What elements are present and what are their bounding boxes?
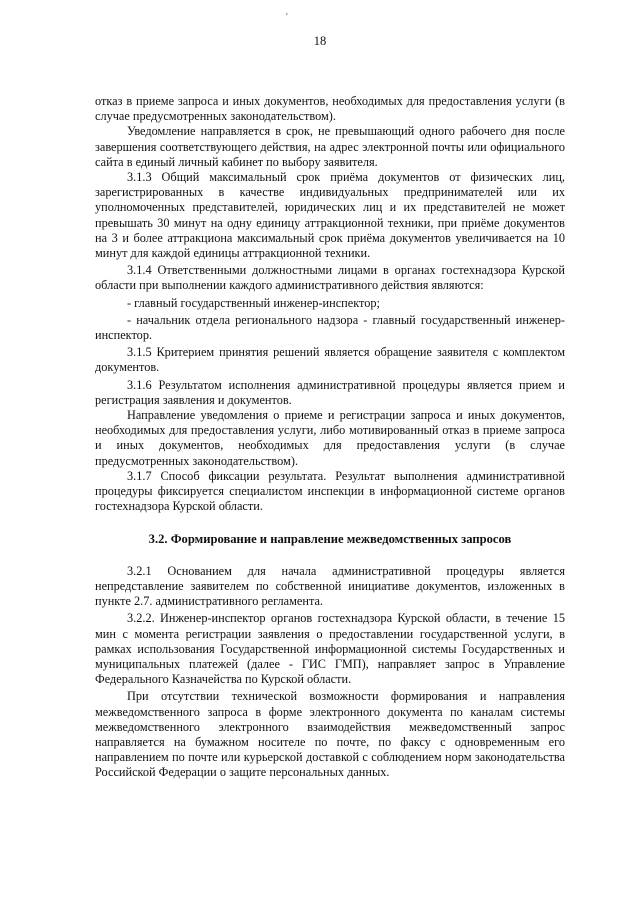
paragraph: 3.1.7 Способ фиксации результата. Результат выполнения административной процедуры фиксируется специалистом инспекции в информационной системе органов гостехнадзора Курской области. xyxy=(95,468,565,514)
paragraph: 3.2.2. Инженер-инспектор органов гостехнадзора Курской области, в течение 15 мин с момента регистрации заявления о предоставлении государственной услуги, в рамках использования Государственной информационной системы Государственных и муниципальных платежей (далее - ГИС ГМП), направляет запрос в Управление Федерального Казначейства по Курской области. xyxy=(95,611,565,687)
page-number: 18 xyxy=(313,34,327,48)
scan-mark: ' xyxy=(286,12,288,23)
paragraph: 3.2.1 Основанием для начала административной процедуры является непредставление заявителем по собственной инициативе документов, изложенных в пункте 2.7. административного регламента. xyxy=(95,563,565,609)
paragraph: Направление уведомления о приеме и регистрации запроса и иных документов, необходимых для предоставления услуги, либо мотивированный отказ в приеме запроса и иных документов, необходимых для предоставления услуги (в случае предусмотренных законодательством). xyxy=(95,408,565,468)
paragraph: 3.1.6 Результатом исполнения административной процедуры является прием и регистрация заявления и документов. xyxy=(95,377,565,407)
list-item: - главный государственный инженер-инспектор; xyxy=(127,295,380,310)
paragraph: 3.1.4 Ответственными должностными лицами в органах гостехнадзора Курской области при выполнении каждого административного действия являются: xyxy=(95,263,565,293)
paragraph: отказ в приеме запроса и иных документов, необходимых для предоставления услуги (в случае предусмотренных законодательством). xyxy=(95,94,565,124)
paragraph: 3.1.3 Общий максимальный срок приёма документов от физических лиц, зарегистрированных в качестве индивидуальных предпринимателей или их уполномоченных представителей, юридических лиц и их представителей не может превышать 30 минут на одну единицу аттракционной техники, при приёме документов на 3 и более аттракциона максимальный срок приёма документов увеличивается на 10 минут для каждой единицы аттракционной техники. xyxy=(95,170,565,261)
paragraph: При отсутствии технической возможности формирования и направления межведомственного запроса в форме электронного документа по каналам системы межведомственного электронного взаимодействия межведомственный запрос направляется на бумажном носителе по почте, по факсу с одновременным его направлением по почте или курьерской доставкой с соблюдением норм законодательства Российской Федерации о защите персональных данных. xyxy=(95,689,565,780)
paragraph: Уведомление направляется в срок, не превышающий одного рабочего дня после завершения соответствующего действия, на адрес электронной почты или официального сайта в единый личный кабинет по выбору заявителя. xyxy=(95,124,565,169)
list-item: - начальник отдела регионального надзора - главный государственный инженер-инспектор. xyxy=(95,312,565,343)
section-heading: 3.2. Формирование и направление межведомственных запросов xyxy=(148,532,512,547)
paragraph: 3.1.5 Критерием принятия решений является обращение заявителя с комплектом документов. xyxy=(95,345,565,375)
document-body xyxy=(95,94,565,781)
